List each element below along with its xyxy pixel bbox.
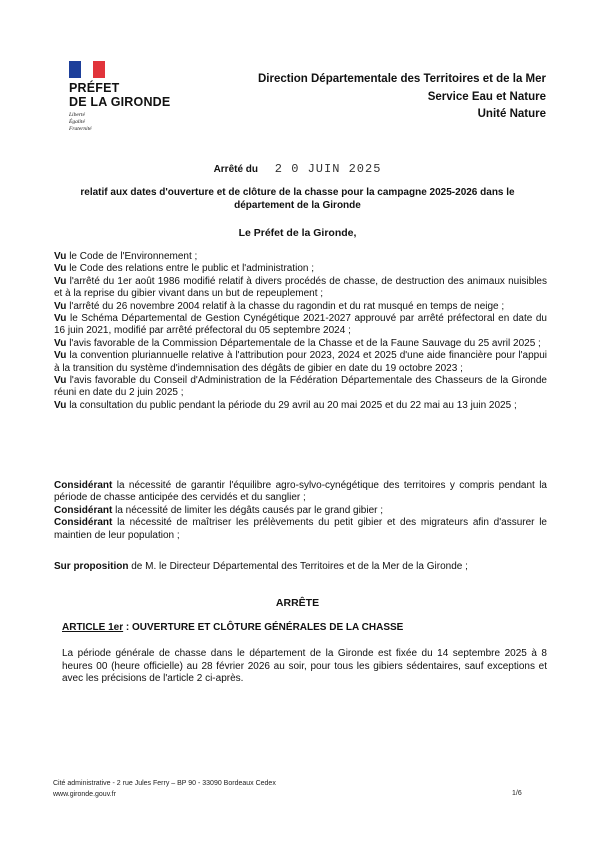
republic-motto: Liberté Égalité Fraternité xyxy=(69,112,92,132)
issuing-authority xyxy=(258,71,546,124)
considerant-item: Considérant la nécessité de maîtriser les prélèvements du petit gibier et des migrateurs afin d'assurer le maintien de leur population ; xyxy=(54,517,547,541)
visa-item: Vu la convention pluriannuelle relative à l'attribution pour 2023, 2024 et 2025 d'une aide financière pour l'appui à la transition du système d'indemnisation des dégâts de gibier en date du 19 octobre 2023 ; xyxy=(54,350,547,374)
proposition-line: Sur proposition de M. le Directeur Départemental des Territoires et de la Mer de la Gironde ; xyxy=(54,561,468,572)
marianne-flag-logo xyxy=(69,61,105,78)
unit-name: Unité Nature xyxy=(477,108,546,120)
visa-item: Vu l'avis favorable de la Commission Départementale de la Chasse et de la Faune Sauvage du 25 avril 2025 ; xyxy=(54,337,541,349)
date-stamp: 2 0 JUIN 2025 xyxy=(274,162,382,176)
visa-item: Vu le Code des relations entre le public et l'administration ; xyxy=(54,263,315,275)
decree-date-line: Arrêté du 2 0 JUIN 2025 xyxy=(213,162,382,176)
page-number: 1/6 xyxy=(512,790,522,797)
decree-subject: relatif aux dates d'ouverture et de clôture de la chasse pour la campagne 2025-2026 dans le département de la Gironde xyxy=(80,187,515,211)
visa-item: Vu l'arrêté du 1er août 1986 modifié relatif à divers procédés de chasse, de destruction des animaux nuisibles et à la reprise du gibier vivant dans un but de repeuplement ; xyxy=(54,275,547,300)
arrete-heading: ARRÊTE xyxy=(275,597,320,609)
visa-item: Vu l'avis favorable du Conseil d'Administration de la Fédération Départementale des Chasseurs de la Gironde réuni en date du 2 juin 2025 ; xyxy=(54,375,547,399)
considerant-item: Considérant la nécessité de limiter les dégâts causés par le grand gibier ; xyxy=(54,504,384,516)
article-1-body: La période générale de chasse dans le département de la Gironde est fixée du 14 septembre 2025 à 8 heures 00 (heure officielle) au 28 février 2026 au soir, pour tous les gibiers sédentaires, sauf exceptions et avec les précisions de l'article 2 ci-après. xyxy=(62,648,547,685)
footer-address: Cité administrative - 2 rue Jules Ferry – BP 90 - 33090 Bordeaux Cedex xyxy=(53,780,276,787)
footer xyxy=(53,778,276,800)
direction-name: Direction Départementale des Territoires et de la Mer xyxy=(257,73,546,85)
considerant-item: Considérant la nécessité de garantir l'équilibre agro-sylvo-cynégétique des territoires y compris pendant la période de chasse anticipée des cervidés et du sanglier ; xyxy=(54,480,547,504)
visa-item: Vu l'arrêté du 26 novembre 2004 relatif à la chasse du ragondin et du rat musqué en temps de neige ; xyxy=(54,300,505,312)
visa-item: Vu le Schéma Départemental de Gestion Cynégétique 2021-2027 approuvé par arrêté préfectoral en date du 16 juin 2021, modifié par arrêté préfectoral du 05 septembre 2024 ; xyxy=(54,313,547,337)
service-name: Service Eau et Nature xyxy=(427,90,546,103)
visas-list xyxy=(54,251,547,412)
visa-item: Vu le Code de l'Environnement ; xyxy=(54,251,198,262)
article-1-heading: ARTICLE 1er : OUVERTURE ET CLÔTURE GÉNÉRALES DE LA CHASSE xyxy=(62,622,404,633)
considerants-list xyxy=(54,480,547,542)
prefet-heading: Le Préfet de la Gironde, xyxy=(238,227,357,239)
prefet-logo-text: PRÉFET DE LA GIRONDE xyxy=(69,81,171,109)
visa-item: Vu la consultation du public pendant la période du 29 avril au 20 mai 2025 et du 22 mai au 13 juin 2025 ; xyxy=(54,399,517,411)
footer-website: www.gironde.gouv.fr xyxy=(53,791,116,798)
